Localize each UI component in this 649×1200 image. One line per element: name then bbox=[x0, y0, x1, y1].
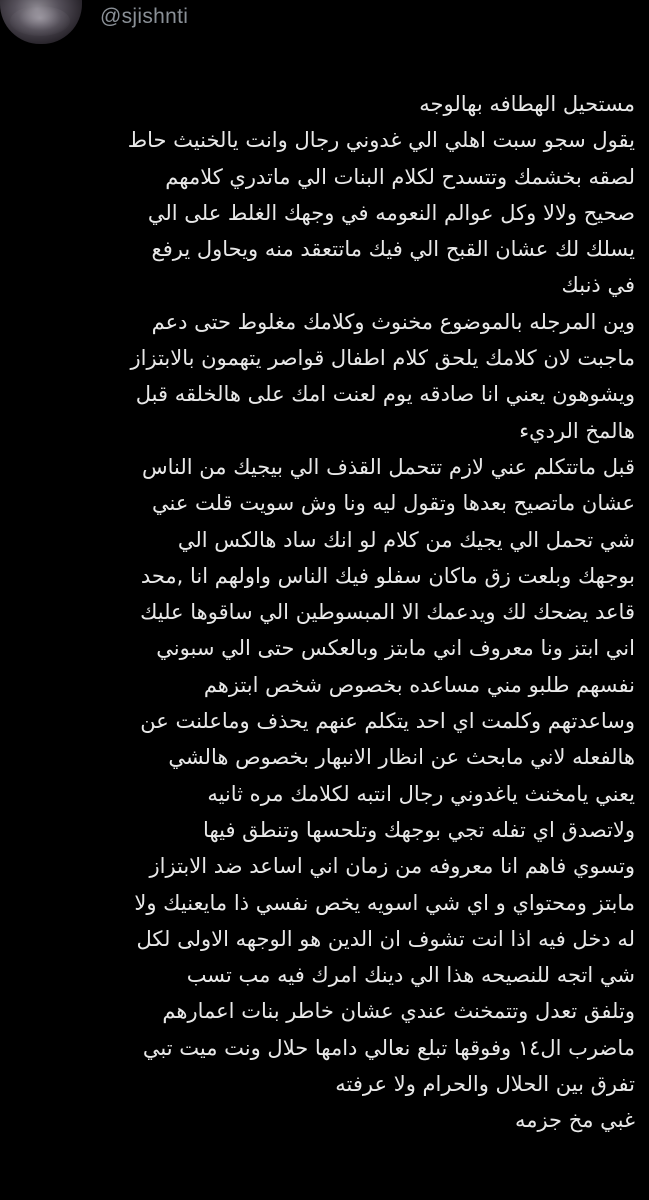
post-header bbox=[0, 0, 649, 60]
post-line: وين المرجله بالموضوع مخنوث وكلامك مغلوط حتى دعم bbox=[151, 309, 635, 334]
post-line: تفرق بين الحلال والحرام ولا عرفته bbox=[335, 1072, 635, 1097]
post-line: اني ابتز ونا معروف اني مابتز وبالعكس حتى الي سبوني bbox=[156, 636, 635, 661]
post-line: غبي مخ جزمه bbox=[514, 1108, 635, 1133]
post-line: مستحيل الهطافه بهالوجه bbox=[419, 92, 635, 116]
post-line: وتلفق تعدل وتتمخنث عندي عشان خاطر بنات اعمارهم bbox=[162, 999, 635, 1024]
post-line: شي تحمل الي يجيك من كلام لو انك ساد هالكس الي bbox=[177, 527, 635, 552]
post-line: لصقه بخشمك وتتسدح لكلام البنات الي ماتدري كلامهم bbox=[165, 164, 635, 189]
post-line: ماجبت لان كلامك يلحق كلام اطفال قواصر يتهمون بالابتزاز bbox=[130, 346, 635, 371]
profile-avatar[interactable] bbox=[0, 0, 82, 44]
avatar-image bbox=[10, 6, 70, 36]
post-line: ماضرب ال١٤ وفوقها تبلع نعالي دامها حلال ونت ميت تبي bbox=[142, 1035, 635, 1060]
post-line: بوجهك وبلعت زق ماكان سفلو فيك الناس واولهم انا ,محد bbox=[140, 563, 635, 588]
post-line: قبل ماتتكلم عني لازم تتحمل القذف الي بيجيك من الناس bbox=[142, 454, 635, 479]
post-line: له دخل فيه اذا انت تشوف ان الدين هو الوجهه الاولى لكل bbox=[136, 926, 635, 951]
post-line: يقول سجو سبت اهلي الي غدوني رجال وانت يالخنيث حاط bbox=[127, 128, 635, 153]
post-line: صحيح ولالا وكل عوالم النعومه في وجهك الغلط على الي bbox=[147, 200, 635, 225]
post-line: هالفعله لاني مابحث عن انظار الانبهار بخصوص هالشي bbox=[168, 745, 635, 770]
author-handle[interactable]: @sjishnti bbox=[100, 5, 189, 28]
post-body bbox=[10, 86, 635, 1139]
post-line: شي اتجه للنصيحه هذا الي دينك امرك فيه مب تسب bbox=[186, 963, 635, 988]
post-line: قاعد يضحك لك ويدعمك الا المبسوطين الي ساقوها عليك bbox=[140, 600, 635, 625]
post-line: عشان ماتصيح بعدها وتقول ليه ونا وش سويت قلت عني bbox=[152, 491, 635, 516]
post-line: يعني يامخنث ياغدوني رجال انتبه لكلامك مره ثانيه bbox=[207, 781, 635, 806]
post-line: في ذنبك bbox=[561, 273, 635, 298]
post-line: هالمخ الرديء bbox=[519, 418, 635, 443]
post-line: نفسهم طلبو مني مساعده بخصوص شخص ابتزهم bbox=[203, 672, 635, 697]
post-line: يسلك لك عشان القبح الي فيك ماتتعقد منه ويحاول يرفع bbox=[151, 237, 635, 262]
post-line: وتسوي فاهم انا معروفه من زمان اني اساعد ضد الابتزاز bbox=[149, 854, 635, 879]
post-line: ولاتصدق اي تفله تجي بوجهك وتلحسها وتنطق فيها bbox=[203, 817, 635, 842]
post-line: مابتز ومحتواي و اي شي اسويه يخص نفسي ذا مايعنيك ولا bbox=[134, 890, 635, 915]
post-line: وساعدتهم وكلمت اي احد يتكلم عنهم يحذف وماعلنت عن bbox=[140, 709, 635, 734]
post-line: ويشوهون يعني انا صادقه يوم لعنت امك على هالخلقه قبل bbox=[135, 382, 635, 407]
